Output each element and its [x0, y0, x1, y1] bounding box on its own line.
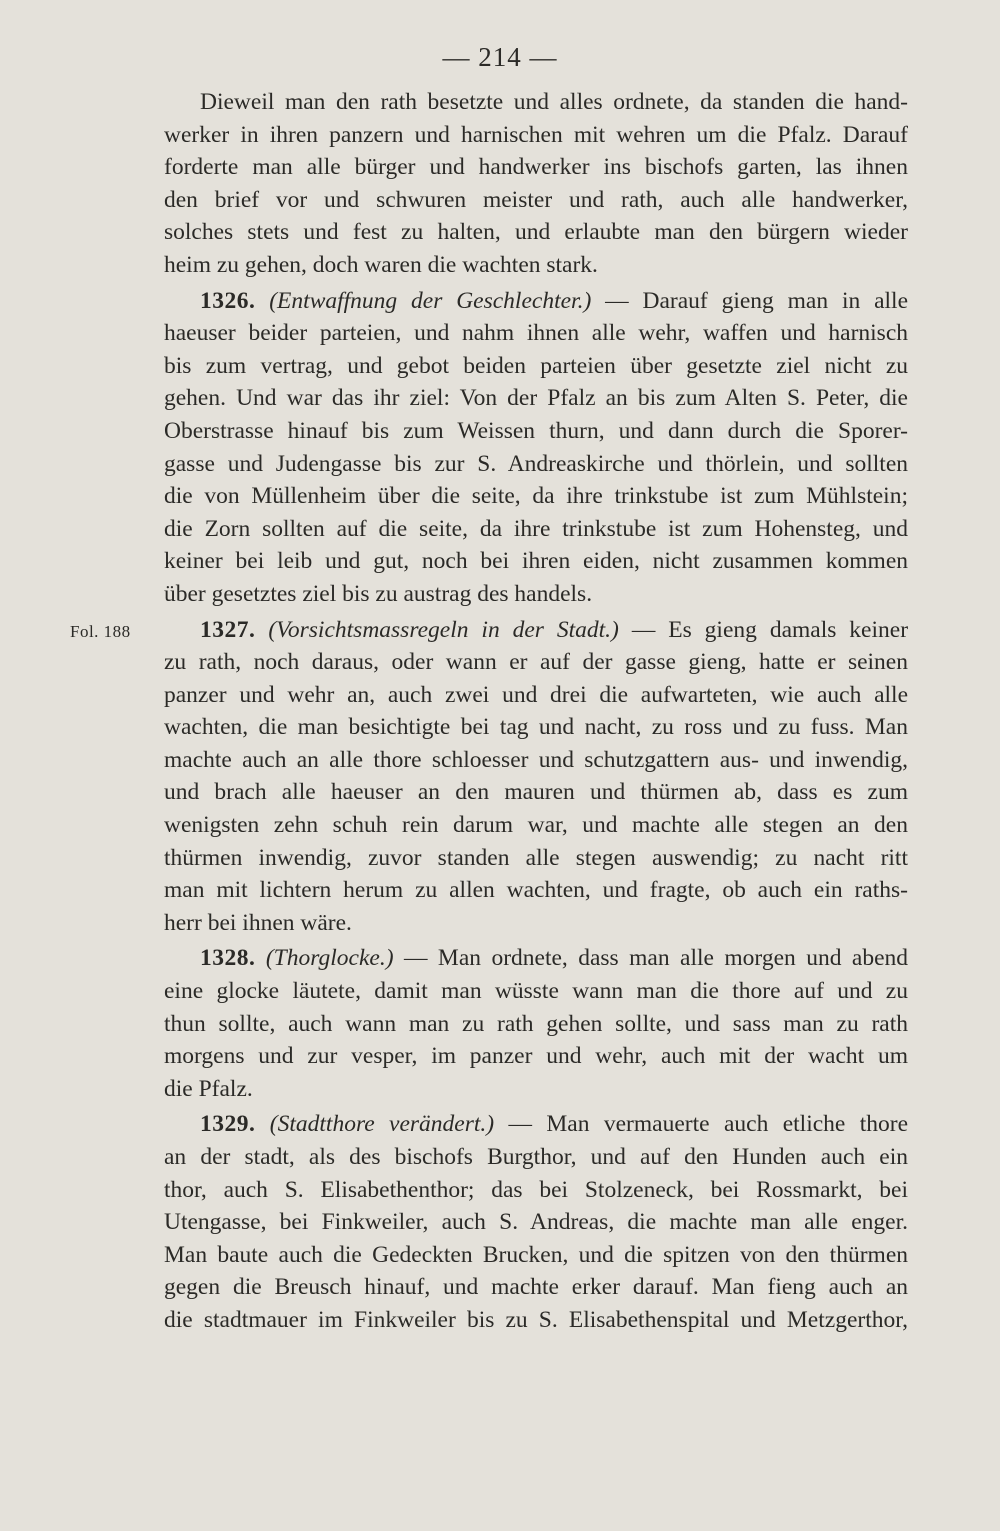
text-line: die von Müllenheim über die seite, da ihre trinkstube ist zum Mühlstein;: [164, 483, 908, 510]
text-line: Man baute auch die Gedeckten Brucken, und die spitzen von den thürmen: [164, 1241, 908, 1268]
main-text: [164, 86, 908, 1337]
text-line: 1327. (Vorsichtsmassregeln in der Stadt.) — Es gieng damals keiner: [200, 616, 909, 643]
text-line: thor, auch S. Elisabethenthor; das bei Stolzeneck, bei Rossmarkt, bei: [164, 1176, 908, 1203]
text-line: 1328. (Thorglocke.) — Man ordnete, dass man alle morgen und abend: [200, 945, 909, 972]
paragraph-number: 1329.: [200, 1111, 256, 1138]
text-line: keiner bei leib und gut, noch bei ihren eiden, nicht zusammen kommen: [164, 548, 908, 575]
text-line: wachten, die man besichtigte bei tag und nacht, zu ross und zu fuss. Man: [164, 714, 908, 741]
text-line: eine glocke läutete, damit man wüsste wann man die thore auf und zu: [164, 978, 908, 1005]
text-line: wenigsten zehn schuh rein darum war, und machte alle stegen an den: [164, 812, 908, 839]
text-line: gehen. Und war das ihr ziel: Von der Pfalz an bis zum Alten S. Peter, die: [164, 385, 908, 412]
text-line: machte auch an alle thore schloesser und schutzgattern aus- und inwendig,: [164, 746, 908, 773]
paragraph-heading: (Entwaffnung der Geschlechter.): [269, 287, 592, 314]
text-line: morgens und zur vesper, im panzer und wehr, auch mit der wacht um: [164, 1043, 908, 1070]
text-line: heim zu gehen, doch waren die wachten stark.: [164, 251, 598, 278]
text-line: den brief vor und schwuren meister und rath, auch alle handwerker,: [164, 186, 908, 213]
text-line: Oberstrasse hinauf bis zum Weissen thurn, und dann durch die Sporer-: [164, 417, 908, 444]
paragraph-intro: [164, 86, 908, 282]
text-line: gasse und Judengasse bis zur S. Andreaskirche und thörlein, und sollten: [164, 450, 908, 477]
paragraph-number: 1326.: [200, 287, 256, 314]
text-line: Dieweil man den rath besetzte und alles ordnete, da standen die hand-: [200, 89, 908, 115]
text-line: an der stadt, als des bischofs Burgthor, und auf den Hunden auch ein: [164, 1144, 908, 1170]
paragraph-1328: [164, 942, 908, 1105]
text-line: die Pfalz.: [164, 1075, 253, 1102]
paragraph-1329: [164, 1108, 908, 1336]
text-line: herr bei ihnen wäre.: [164, 909, 352, 936]
text-line: forderte man alle bürger und handwerker ins bischofs garten, las ihnen: [164, 154, 908, 181]
paragraph-1327: [164, 614, 908, 940]
text-line: gegen die Breusch hinauf, und machte erker darauf. Man fieng auch an: [164, 1274, 908, 1301]
text-line: bis zum vertrag, und gebot beiden parteien über gesetzte ziel nicht zu: [164, 352, 908, 379]
text-line: man mit lichtern herum zu allen wachten, und fragte, ob auch ein raths-: [164, 877, 908, 904]
text-line: 1326. (Entwaffnung der Geschlechter.) — Darauf gieng man in alle: [200, 287, 909, 314]
text-line: die Zorn sollten auf die seite, da ihre trinkstube ist zum Hohensteg, und: [164, 515, 908, 542]
paragraph-number: 1327.: [200, 616, 256, 643]
text-line: solches stets und fest zu halten, und erlaubte man den bürgern wieder: [164, 219, 908, 246]
paragraph-heading: (Stadtthore verändert.): [269, 1111, 495, 1138]
paragraph-1326: [164, 285, 908, 611]
text-line: 1329. (Stadtthore verändert.) — Man vermauerte auch etliche thore: [200, 1111, 909, 1138]
page-number: — 214 —: [442, 42, 558, 72]
text-line: werker in ihren panzern und harnischen mit wehren um die Pfalz. Darauf: [164, 121, 908, 148]
text-line: Utengasse, bei Finkweiler, auch S. Andreas, die machte man alle enger.: [164, 1209, 908, 1236]
text-line: thun sollte, auch wann man zu rath gehen sollte, und sass man zu rath: [164, 1010, 908, 1037]
paragraph-heading: (Vorsichtsmassregeln in der Stadt.): [268, 616, 619, 643]
text-line: über gesetztes ziel bis zu austrag des handels.: [164, 580, 593, 607]
text-line: thürmen inwendig, zuvor standen alle stegen auswendig; zu nacht ritt: [164, 844, 908, 871]
text-line: zu rath, noch daraus, oder wann er auf der gasse gieng, hatte er seinen: [164, 649, 908, 676]
margin-note-folio: Fol. 188: [70, 622, 131, 641]
text-line: und brach alle haeuser an den mauren und thürmen ab, dass es zum: [164, 779, 908, 806]
text-line: haeuser beider parteien, und nahm ihnen alle wehr, waffen und harnisch: [164, 320, 908, 347]
paragraph-number: 1328.: [200, 945, 256, 972]
text-line: panzer und wehr an, auch zwei und drei die aufwarteten, wie auch alle: [164, 681, 908, 708]
text-line: die stadtmauer im Finkweiler bis zu S. Elisabethenspital und Metzgerthor,: [164, 1306, 908, 1333]
paragraph-heading: (Thorglocke.): [265, 945, 394, 972]
